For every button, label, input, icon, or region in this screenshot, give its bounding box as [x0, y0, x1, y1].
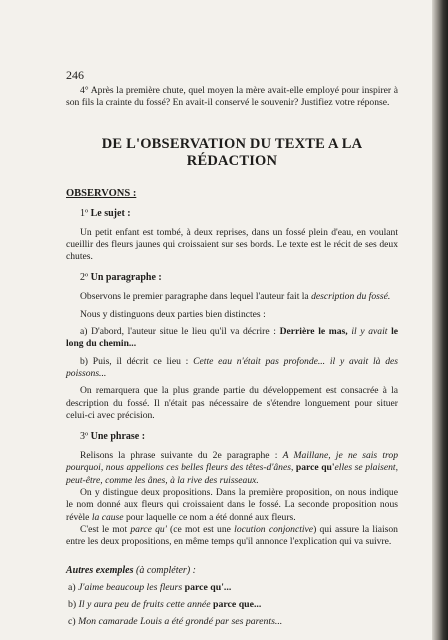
autres-label: Autres exemples [66, 564, 134, 576]
bold-run: parce que... [213, 598, 262, 610]
question-4: 4° Après la première chute, quel moyen la mère avait-elle employé pour inspirer à son fils la crainte du fossé? En avait-il conservé le souvenir? Justifiez votre réponse. [66, 85, 398, 109]
emphasis-run: parce qu' [130, 523, 167, 535]
autres-exemples-heading [66, 565, 398, 576]
bold-run: Derrière le mas, [279, 326, 348, 338]
emphasis-run: elles se plaisent, peut-être, comme les ânes, à la rive des ruisseaux. [66, 462, 398, 486]
example-letter: b) [68, 598, 79, 610]
book-gutter [432, 0, 448, 640]
example-letter: a) [68, 581, 79, 593]
paragraphe-p3: On remarquera que la plus grande partie du développement est consacrée à la description du fossé. Il n'était pas nécessaire de s'étendre longuement pour situer celui-ci avec précision. [66, 385, 398, 421]
autres-note: (à compléter) : [133, 564, 196, 576]
phrase-num: 3º [80, 431, 89, 443]
paragraphe-a [66, 326, 398, 351]
emphasis-run: Il y aura peu de fruits cette année [78, 598, 214, 610]
emphasis-run: Cette eau n'était pas profonde... il y avait là des poissons... [66, 355, 399, 379]
emphasis-run: J'aime beaucoup les fleurs [78, 581, 185, 593]
text-run: a) D'abord, l'auteur situe le lieu qu'il va décrire : [80, 326, 280, 338]
text-run: pour laquelle ce nom a été donné aux fleurs. [123, 511, 296, 523]
emphasis-run: il y avait [347, 326, 388, 338]
paragraphe-num: 2º [80, 272, 89, 284]
example-letter: c) [68, 615, 79, 627]
phrase-heading [80, 431, 398, 442]
bold-run: parce qu'... [184, 581, 232, 593]
sujet-text: Un petit enfant est tombé, à deux reprises, dans un fossé plein d'eau, en voulant cueillir des fleurs jaunes qui croissaient sur ses bords. Le texte est le récit de ses deux chutes. [66, 226, 398, 263]
text-run: b) Puis, il décrit ce lieu : [80, 355, 194, 367]
phrase-p1 [66, 450, 398, 487]
emphasis-run: locution conjonctive [234, 523, 314, 535]
sujet-label: Le sujet : [90, 207, 131, 219]
text-run: Relisons la phrase suivante du 2e paragraphe : [80, 450, 283, 462]
paragraphe-p2: Nous y distinguons deux parties bien distinctes : [80, 308, 266, 320]
emphasis-run: Mon camarade Louis a été grondé par ses parents... [78, 615, 283, 627]
paragraphe-p1 [66, 291, 398, 303]
example-b [68, 599, 398, 610]
phrase-p3 [66, 524, 398, 549]
example-a [68, 582, 398, 593]
phrase-label: Une phrase : [90, 431, 146, 443]
page-content [66, 68, 398, 633]
text-run: C'est le mot [80, 523, 131, 535]
text-run: (ce mot est une [166, 523, 235, 535]
text-run: On y distingue deux propositions. Dans la première proposition, on nous indique le nom donné aux fleurs qui croissaient dans le fossé. La seconde proposition nous révèle [66, 487, 398, 523]
emphasis-run: description du fossé. [311, 291, 391, 303]
text-run: Observons le premier paragraphe dans lequel l'auteur fait la [80, 291, 312, 303]
sujet-num: 1º [80, 207, 89, 219]
emphasis-run: la cause [91, 511, 124, 523]
text-run: ) qui assure la liaison entre les deux propositions, en même temps qu'il annonce l'explication qui va suivre. [66, 523, 398, 548]
paragraphe-label: Un paragraphe : [90, 272, 162, 284]
emphasis-run: A Maillane, je ne sais trop pourquoi, nous appelions ces belles fleurs des têtes-d'ânes, [66, 450, 399, 474]
paragraphe-heading [80, 272, 398, 283]
paragraphe-b [66, 356, 398, 381]
observons-heading: OBSERVONS : [66, 187, 137, 199]
bold-run: parce qu' [293, 462, 335, 474]
example-c [68, 616, 398, 627]
sujet-heading [80, 208, 398, 219]
page-number: 246 [66, 68, 84, 82]
section-title: DE L'OBSERVATION DU TEXTE A LA RÉDACTION [101, 135, 363, 169]
bold-run: le long du chemin... [66, 326, 398, 350]
phrase-p2 [66, 487, 398, 524]
